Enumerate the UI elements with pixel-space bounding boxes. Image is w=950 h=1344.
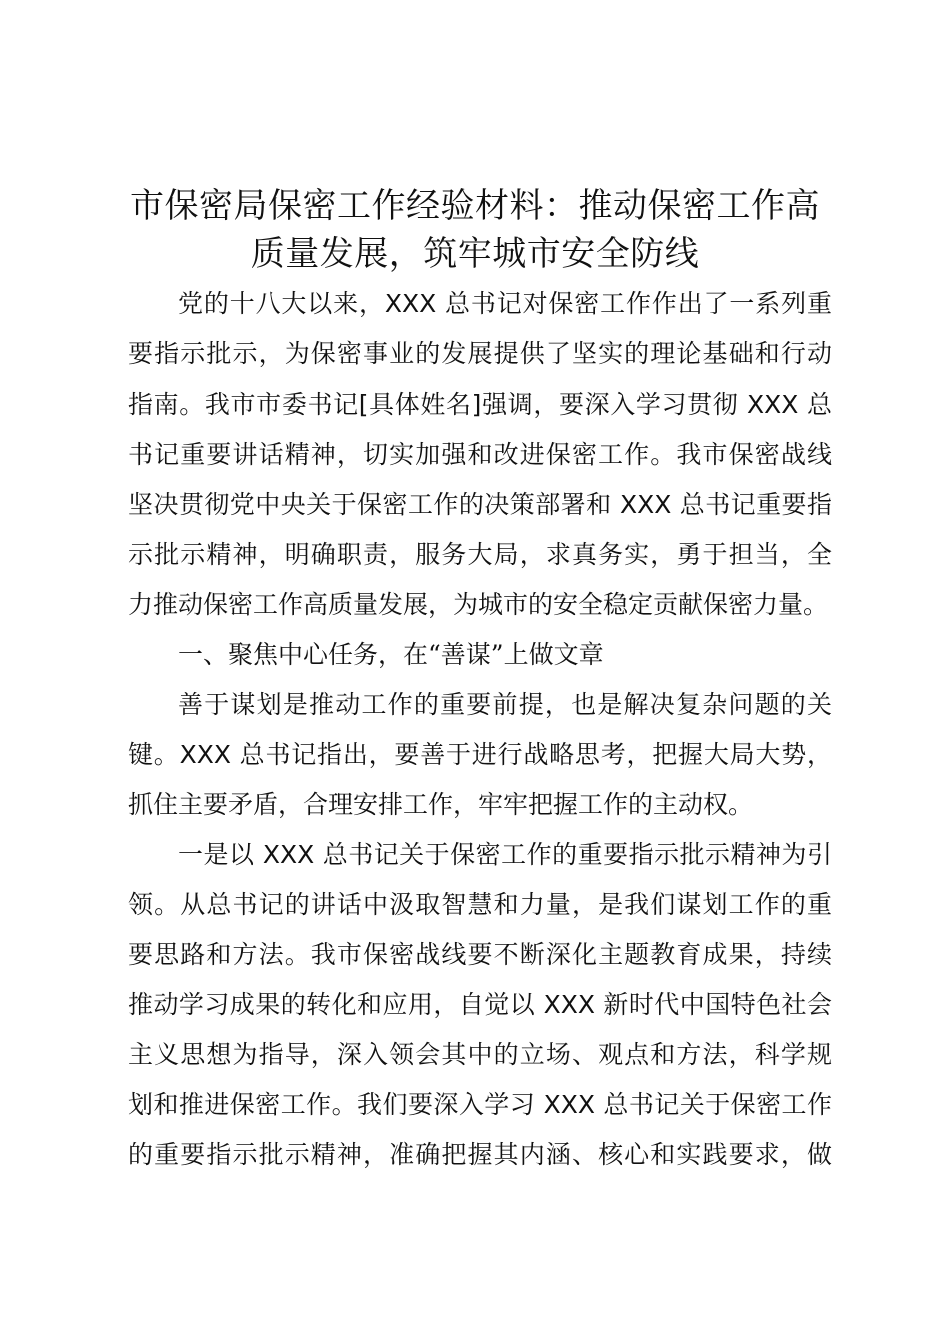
body-text-line: 要指示批示，为保密事业的发展提供了坚实的理论基础和行动 [128,339,832,368]
title-line: 市保密局保密工作经验材料：推动保密工作高 [130,186,820,226]
body-text-line: 善于谋划是推动工作的重要前提，也是解决复杂问题的关 [178,690,832,719]
body-text-line: 指南。我市市委书记[具体姓名]强调，要深入学习贯彻 XXX 总 [128,390,832,419]
body-text-line: 要思路和方法。我市保密战线要不断深化主题教育成果，持续 [128,940,832,969]
body-text-line: 书记重要讲话精神，切实加强和改进保密工作。我市保密战线 [128,440,832,469]
body-text-line: 党的十八大以来，XXX 总书记对保密工作作出了一系列重 [178,289,832,318]
body-text-line: 划和推进保密工作。我们要深入学习 XXX 总书记关于保密工作 [128,1090,832,1119]
body-text-line: 一是以 XXX 总书记关于保密工作的重要指示批示精神为引 [178,840,832,869]
body-text-line: 示批示精神，明确职责，服务大局，求真务实，勇于担当，全 [128,540,832,569]
body-text-line: 坚决贯彻党中央关于保密工作的决策部署和 XXX 总书记重要指 [128,490,832,519]
body-text-line: 推动学习成果的转化和应用，自觉以 XXX 新时代中国特色社会 [128,990,832,1019]
body-text-line: 力推动保密工作高质量发展，为城市的安全稳定贡献保密力量。 [128,590,829,619]
document-title [110,182,840,278]
section-heading: 一、聚焦中心任务，在“善谋”上做文章 [178,640,604,669]
title-line: 质量发展，筑牢城市安全防线 [250,234,700,274]
body-text-line: 的重要指示批示精神，准确把握其内涵、核心和实践要求，做 [128,1140,832,1169]
body-text-line: 抓住主要矛盾，合理安排工作，牢牢把握工作的主动权。 [128,790,754,819]
body-text-line: 键。XXX 总书记指出，要善于进行战略思考，把握大局大势， [128,740,832,769]
body-text-line: 领。从总书记的讲话中汲取智慧和力量，是我们谋划工作的重 [128,890,832,919]
body-text-line: 主义思想为指导，深入领会其中的立场、观点和方法，科学规 [128,1040,832,1069]
